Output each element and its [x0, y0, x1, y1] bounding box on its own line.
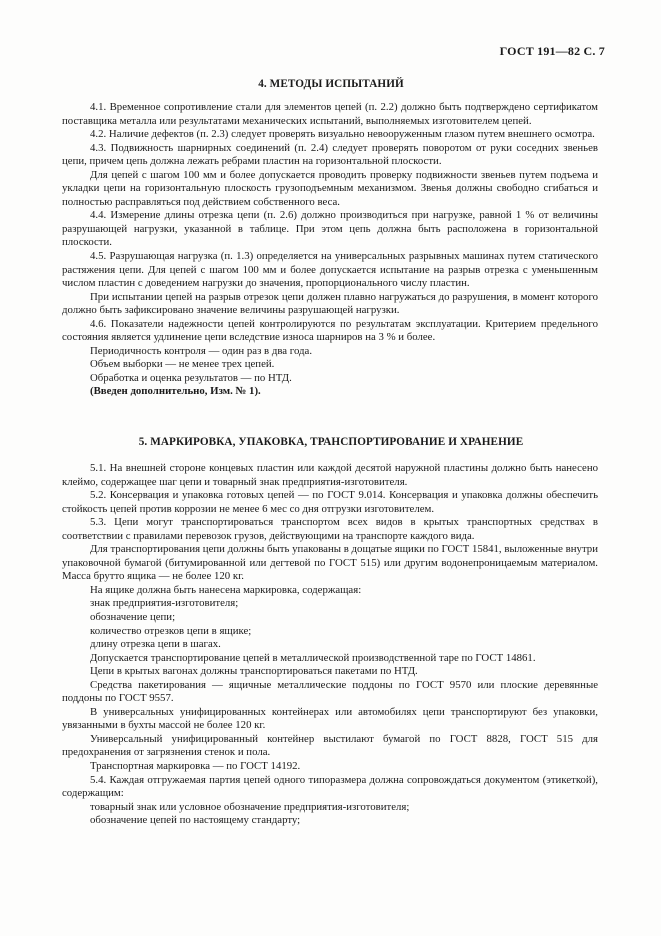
paragraph-packaging-means: Средства пакетирования — ящичные металлические поддоны по ГОСТ 9570 или плоские деревянные поддоны по ГОСТ 9557. [62, 678, 598, 705]
paragraph-4-2: 4.2. Наличие дефектов (п. 2.3) следует проверять визуально невооруженным глазом путем внешнего осмотра. [90, 128, 595, 141]
section-5-title: 5. МАРКИРОВКА, УПАКОВКА, ТРАНСПОРТИРОВАНИЕ И ХРАНЕНИЕ [138, 436, 524, 448]
marking-list-item: длину отрезка цепи в шагах. [90, 638, 221, 651]
amendment-note: (Введен дополнительно, Изм. № 1). [90, 385, 261, 398]
paragraph-5-3-marking-intro: На ящике должна быть нанесена маркировка, содержащая: [90, 583, 362, 596]
paragraph-5-3: 5.3. Цепи могут транспортироваться транспортом всех видов в крытых транспортных средствах в соответствии с правилами перевозок грузов, действующими на транспорте каждого вида. [62, 516, 598, 542]
paragraph-4-3-cont: Для цепей с шагом 100 мм и более допускается проводить проверку подвижности звеньев путем подъема и укладки цепи на горизонтальную плоскость грузоподъемным механизмом. Звенья должны свободно сгибаться и полностью расправляться под действием собственного веса. [62, 168, 598, 208]
paragraph-5-2: 5.2. Консервация и упаковка готовых цепей — по ГОСТ 9.014. Консервация и упаковка должны обеспечить стойкость цепей против коррозии не менее 6 мес со дня отгрузки изготовителем. [62, 489, 598, 515]
paragraph-4-5-cont: При испытании цепей на разрыв отрезок цепи должен плавно нагружаться до разрушения, в момент которого должно быть зафиксировано значение величины разрушающей нагрузки. [62, 290, 598, 317]
paragraph-4-3: 4.3. Подвижность шарнирных соединений (п. 2.4) следует проверять поворотом от руки соседних звеньев цепи, причем цепь должна лежать ребрами пластин на горизонтальной плоскости. [62, 141, 598, 168]
paragraph-5-3-packing: Для транспортирования цепи должны быть упакованы в дощатые ящики по ГОСТ 15841, выложенные внутри упаковочной бумагой (битумированной или дегтевой по ГОСТ 515) или другим водонепроницаемым материалом. Масса брутто ящика — не более 120 кг. [62, 543, 598, 583]
marking-list-item: количество отрезков цепи в ящике; [90, 624, 252, 637]
paragraph-sample-size: Объем выборки — не менее трех цепей. [90, 358, 275, 371]
document-list-item: обозначение цепей по настоящему стандарту; [90, 814, 301, 827]
paragraph-4-6: 4.6. Показатели надежности цепей контролируются по результатам эксплуатации. Критерием предельного состояния является удлинение цепи вследствие износа шарниров на 3 % и более. [62, 317, 598, 344]
page-header-doc-ref: ГОСТ 191—82 С. 7 [499, 44, 605, 58]
paragraph-transport-marking: Транспортная маркировка — по ГОСТ 14192. [90, 760, 301, 773]
paragraph-4-5: 4.5. Разрушающая нагрузка (п. 1.3) определяется на универсальных разрывных машинах путем статического растяжения цепи. Для цепей с шагом 100 мм и более допускается испытание на разрыв отрезка с уменьшенным числом пластин с доведением нагрузки до значения, пропорционального числу пластин. [62, 250, 598, 290]
paragraph-covered-wagons: Цепи в крытых вагонах должны транспортироваться пакетами по НТД. [90, 665, 418, 678]
section-4-title: 4. МЕТОДЫ ИСПЫТАНИЙ [258, 78, 404, 90]
paragraph-metal-tare: Допускается транспортирование цепей в металлической производственной таре по ГОСТ 14861. [90, 651, 536, 664]
paragraph-control-period: Периодичность контроля — один раз в два года. [90, 344, 313, 357]
marking-list-item: знак предприятия-изготовителя; [90, 597, 239, 610]
section-5-body [62, 462, 598, 828]
paragraph-container-lining: Универсальный унифицированный контейнер выстилают бумагой по ГОСТ 8828, ГОСТ 515 для предохранения от загрязнения стенок и пола. [62, 732, 598, 759]
paragraph-processing: Обработка и оценка результатов — по НТД. [90, 371, 292, 384]
paragraph-5-4: 5.4. Каждая отгружаемая партия цепей одного типоразмера должна сопровождаться документом (этикеткой), содержащим: [62, 773, 598, 800]
document-list-item: товарный знак или условное обозначение предприятия-изготовителя; [90, 800, 410, 813]
marking-list-item: обозначение цепи; [90, 611, 176, 624]
paragraph-5-1: 5.1. На внешней стороне концевых пластин или каждой десятой наружной пластины должно быть нанесено клеймо, содержащее шаг цепи и товарный знак предприятия-изготовителя. [62, 462, 598, 488]
section-4-body [62, 101, 598, 399]
paragraph-containers: В универсальных унифицированных контейнерах или автомобилях цепи транспортируют без упаковки, увязанными в бухты массой не более 120 кг. [62, 705, 598, 732]
paragraph-4-4: 4.4. Измерение длины отрезка цепи (п. 2.6) должно производиться при нагрузке, равной 1 % от величины разрушающей нагрузки, указанной в таблице. При этом цепь должна быть расположена в горизонтальной плоскости. [62, 209, 598, 249]
paragraph-4-1: 4.1. Временное сопротивление стали для элементов цепей (п. 2.2) должно быть подтверждено сертификатом поставщика металла или результатами механических испытаний, выполняемых изготовителем цепей. [62, 101, 598, 127]
